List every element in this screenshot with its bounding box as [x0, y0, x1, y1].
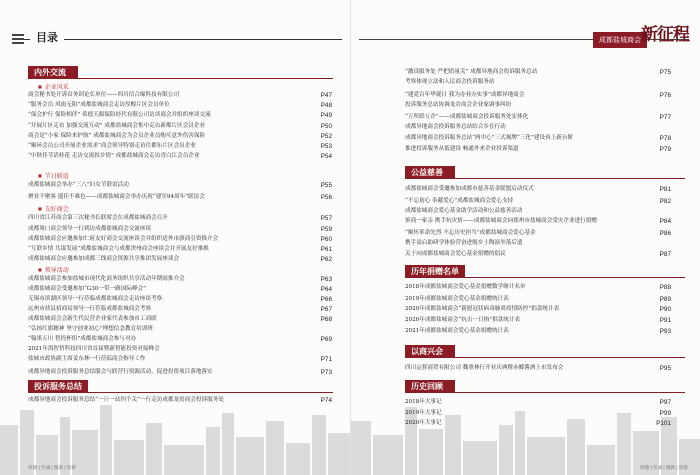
toc-page-number: P61 [320, 246, 332, 253]
section-rule [405, 277, 685, 278]
toc-page-number: P87 [659, 251, 671, 258]
toc-entry-title: 2018年成都盐城商会爱心基金捐赠数学继计名单 [405, 284, 526, 290]
toc-entry-title: 2021年成都盐城商会爱心基金捐赠统计表 [405, 328, 509, 334]
toc-entry-title: 推进投诉服务从低建设 畅通外来企业投诉渠道 [405, 146, 519, 152]
toc-page-number: P55 [320, 182, 332, 189]
toc-page-number: P54 [320, 153, 332, 161]
page-title: 目录 [30, 29, 64, 45]
toc-entry-title: “开展片区走访 加强交流互动” 成都盐城商会集中走访新都片区会员企业 [28, 122, 206, 129]
toc-entry-title: 成都周口商会领导一行到访成都盐城商会交流座谈 [28, 226, 152, 232]
toc-page-number: P93 [659, 328, 671, 335]
toc-entry[interactable] [28, 396, 224, 409]
toc-page-number: P73 [320, 369, 332, 376]
toc-entry-title: 2021年海智智科技四川省首届暨新智能投资对接峰会 [28, 346, 160, 352]
toc-page-number: P68 [320, 316, 332, 323]
toc-entry-title: 成都盐城商会应邀参加仁府友好商会交流座谈会并组织适外市旗商引资推介会 [28, 236, 219, 242]
toc-entry-title: “翰墨五川 智投杯组”成都盐城商会参与对办 [28, 336, 137, 342]
toc-entry-title: “激设服务处 严把质量关” 成都异地商会投诉服务总站 [405, 69, 538, 75]
toc-entry-title: “保会护行 保险相伴” 希德天源保险经代有限公司访谈商会并组织座谈交流 [28, 112, 211, 119]
section-donation-list: 历年捐赠名单 [405, 265, 465, 278]
toc-entry-title: 成都异地商会投诉服务总站“两中心”三式揭牌“三化”建设再上新台阶 [405, 135, 574, 141]
toc-page-number: P47 [320, 92, 332, 99]
toc-entry-title: “中秋佳节话桂花 走访交流叙乡情” 成都盐城商会走访青白江会员企业 [28, 153, 200, 160]
toc-page-number: P71 [320, 356, 332, 363]
toc-entry-title: 2020年大事记 [405, 420, 442, 426]
section-business: 以商兴会 [405, 345, 455, 358]
toc-entry-title: 成都盐城商会举办“三八”妇女节联谊活动 [28, 182, 129, 188]
subheading-festival: ■ 节日联谊 [38, 171, 69, 181]
subheading-leadership: ■ 领导活动 [38, 265, 69, 275]
toc-page-number: P56 [320, 194, 332, 201]
toc-entry[interactable] [405, 78, 495, 91]
section-rule [405, 178, 685, 179]
right-page [350, 0, 700, 475]
toc-entry-title: “不忘初心 奉献爱心”成都盐城商会爱心支持 [405, 198, 514, 204]
toc-page-number: P76 [659, 92, 671, 99]
toc-entry-title: 四川运督商贸有限公司 魏重林行开业庆典暨赤鄉酱酒上市发布会 [405, 365, 564, 371]
toc-page-number: P59 [320, 226, 332, 233]
toc-entry[interactable] [28, 152, 200, 165]
list-icon [12, 34, 24, 44]
toc-entry[interactable] [405, 327, 509, 340]
toc-page-number: P67 [320, 306, 332, 313]
toc-entry-title: 成都盐城商会受邀参加“G30一带一路国际峰会” [28, 286, 146, 292]
toc-page-number: P49 [320, 112, 332, 120]
section-charity: 公益慈善 [405, 166, 455, 179]
toc-page-number: P78 [659, 135, 671, 142]
toc-entry-title: 聚业不聚客 遥佳不难色——成都盐城商会举办庆祝“建军94周年”联谊会 [28, 194, 205, 200]
toc-entry[interactable] [28, 355, 145, 368]
toc-page-number: P52 [320, 132, 332, 140]
toc-entry-title: 考察体现立法和人民商会投诉服务站 [405, 79, 495, 85]
toc-entry[interactable] [405, 419, 442, 432]
toc-page-number: P57 [320, 215, 332, 222]
toc-entry-title: 远州市盐县招商局领导一行莅临成都盐城商会考察 [28, 306, 152, 312]
toc-entry-title: 2018年大事记 [405, 399, 442, 405]
toc-entry-title: “互联乡情 共谋发展”成都盐城商会与成都贵州商会座谈会并开展友好推换 [28, 246, 209, 252]
toc-entry-title: 成都盐城商会受邀参加成都市慈善基金联盟启动仪式 [405, 186, 534, 192]
toc-entry-title: 成都盐城商会参加盐城市现代化商务组织共享活动年期间推介会 [28, 276, 185, 282]
toc-entry-title: 2019年大事记 [405, 410, 442, 416]
toc-page-number: P90 [659, 306, 671, 313]
toc-page-number: P50 [320, 122, 332, 130]
toc-entry[interactable] [405, 364, 563, 377]
toc-page-number: P60 [320, 236, 332, 243]
toc-entry-title: 2020年成都盐城商会“抗击一日指”捐款统计表 [405, 317, 521, 323]
toc-entry-title: 投诉服务总站协调龙岩商会企业家调事纠纷 [405, 102, 512, 108]
toc-page-number: P89 [659, 296, 671, 303]
toc-entry-title: 商会秘书处开诉首务训论长单位——四川信合缘科技有限公司 [28, 92, 180, 98]
toc-page-number: P82 [659, 198, 671, 205]
toc-page-number: P64 [320, 286, 332, 293]
toc-entry-title: 四川省江苏商会第三次秘书长联席会在成都盐城商会召开 [28, 215, 168, 221]
toc-page-number: P95 [659, 365, 671, 372]
toc-entry-title: 成都盐城商会会新生代民营企业家代表参加市工商联 [28, 316, 157, 322]
toc-entry-title: 成都异地商会投诉服务总结服会与联营行资源活动、促进投资项目落地落实 [28, 369, 213, 375]
toc-entry-title: “服务会员 风雨无阻”成都盐城商会走访厚醇片区会员单位 [28, 102, 170, 109]
toc-page-number: P88 [659, 284, 671, 291]
toc-page-number: P69 [320, 336, 332, 343]
toc-page-number: P62 [320, 256, 332, 263]
toc-page-number: P79 [659, 146, 671, 153]
section-rule [28, 78, 333, 79]
toc-entry-title: 无锡市滨湖区领导一行莅临成都盐城商会走访座谈考察 [28, 296, 163, 302]
section-complaint-service: 投诉服务总结 [28, 380, 88, 393]
brand-logo-text: 新征程 [641, 25, 689, 45]
toc-entry-title: 2020年成都盐城商会“新慰冠状病毒肺炎疫情防控”捐款统计表 [405, 306, 560, 312]
toc-page-number: P53 [320, 143, 332, 150]
toc-entry-title: 盐城市政协副主席姜东林一行莅临商会指导工作 [28, 356, 146, 362]
toc-entry-title: 成都盐城商会爱心基金助学活动和公益慈善活动 [405, 208, 523, 214]
toc-entry[interactable] [405, 250, 506, 263]
section-rule [28, 392, 333, 393]
subheading-friendly-chambers: ■ 友好商会 [38, 204, 69, 214]
toc-entry-title: “万所联万企”——成都盐城商会投诉服务处实体化 [405, 114, 529, 120]
toc-entry-title: 成都异地商会投诉服务总结“一斤一站四个关”一行走访成都龙窑商会投诉服务处 [28, 397, 224, 403]
toc-entry-title: 关于向成都盐城商会爱心基金捐赠的倡议 [405, 251, 506, 257]
toc-page-number: P84 [659, 218, 671, 225]
toc-page-number: P99 [659, 410, 671, 417]
toc-page-number: P101 [656, 420, 671, 427]
chamber-badge: 成都盐城商会 [593, 32, 647, 48]
toc-entry-title: 商会是“小家 保险来护航” 成都盐城商会为会员企业员购买意外伤害保险 [28, 132, 206, 139]
toc-page-number: P66 [320, 296, 332, 303]
toc-page-number: P77 [659, 114, 671, 121]
toc-entry-title: “顺环会员公司开展企业需求”商会领导特别走访住都东片区会员企业 [28, 143, 196, 149]
toc-entry[interactable] [28, 368, 213, 381]
toc-entry-title: “顺怀革命先烈 不忘历史担当”成都盐城商会爱心基金 [405, 230, 536, 236]
section-rule [405, 357, 685, 358]
section-history: 历史回顾 [405, 380, 455, 393]
toc-page-number: P75 [659, 69, 671, 76]
toc-entry-title: “建党百年华诞日 我为办业办实事”成都异地商会 [405, 92, 525, 98]
toc-entry-title: 2019年成都盐城商会爱心基金捐赠统计表 [405, 296, 509, 302]
page-footer: 厚德 | 至诚 | 图新 | 创新 [28, 465, 76, 470]
toc-page-number: P74 [320, 397, 332, 404]
section-rule [405, 392, 685, 393]
toc-page-number: P86 [659, 230, 671, 237]
toc-header [12, 28, 342, 46]
subheading-enterprise: ■ 企业风采 [38, 82, 69, 92]
toc-entry-title: 成都盐城商会应邀参加成都三线商会资源共享推团发展座谈会 [28, 256, 180, 262]
toc-page-number: P48 [320, 102, 332, 110]
toc-entry-title: 成都异地商会投诉服务总站结合乡在行动 [405, 124, 506, 130]
toc-page-number: P81 [659, 186, 671, 193]
toc-page-number: P91 [659, 317, 671, 324]
chamber-header [359, 25, 689, 46]
toc-page-number: P63 [320, 276, 332, 283]
toc-entry-title: 携手益启助研学体验营奋进般乡土陶演坐落后遗 [405, 240, 523, 246]
page-footer: 厚德 | 至诚 | 图新 | 创新 [640, 465, 688, 470]
toc-entry-title: 鉴商一家亲 携手抗灾情——成都盐城商会向郑州市盐城商会受灾企业进行捐赠 [405, 218, 597, 224]
toc-entry[interactable] [405, 145, 519, 158]
toc-entry-title: “弘扬红旗精神 坚守创业初心”理想信念教育培训班 [28, 326, 153, 332]
toc-page-number: P97 [659, 399, 671, 406]
section-internal-exchange: 内外交流 [28, 66, 78, 79]
